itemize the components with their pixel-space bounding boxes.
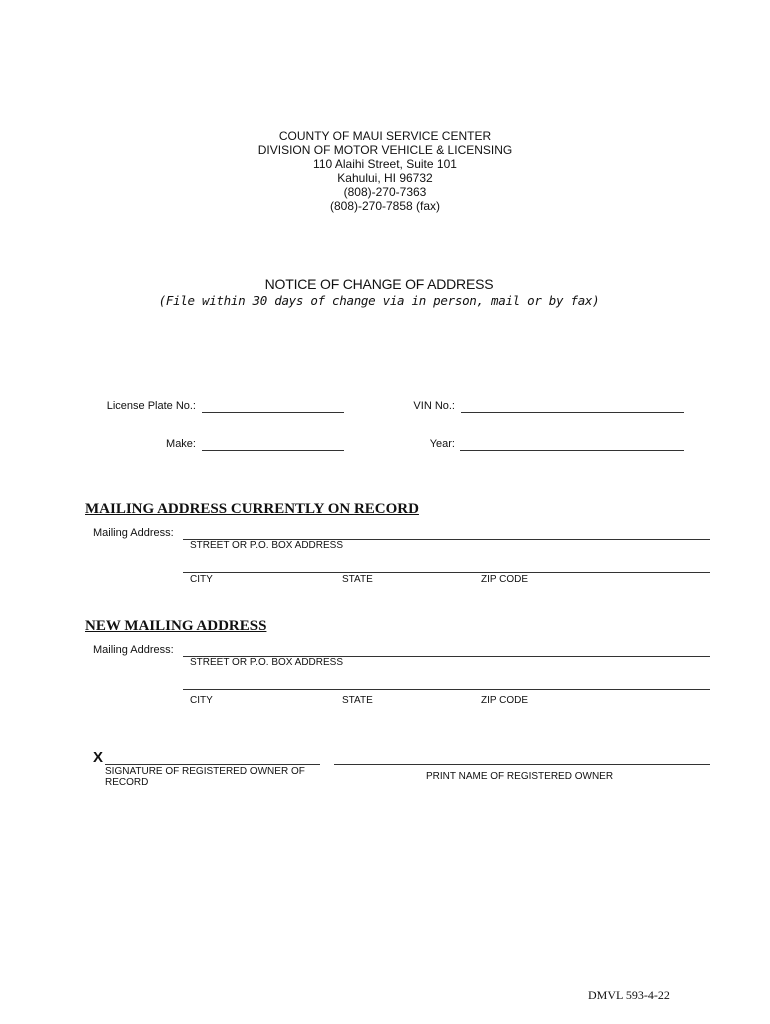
vin-field[interactable] <box>461 412 684 413</box>
new-address-heading: NEW MAILING ADDRESS <box>85 618 267 634</box>
office-city: Kahului, HI 96732 <box>337 171 433 185</box>
current-street-caption: STREET OR P.O. BOX ADDRESS <box>190 540 344 551</box>
make-field[interactable] <box>202 450 344 451</box>
new-state-caption: STATE <box>342 695 373 706</box>
current-zip-caption: ZIP CODE <box>481 574 529 585</box>
form-subtitle: (File within 30 days of change via in person, mail or by fax) <box>158 293 600 308</box>
license-plate-label: License Plate No.: <box>106 400 196 412</box>
signature-x-mark: X <box>93 749 104 766</box>
new-street-caption: STREET OR P.O. BOX ADDRESS <box>190 657 344 668</box>
new-city-state-zip-field[interactable] <box>183 689 710 690</box>
current-city-caption: CITY <box>190 574 213 585</box>
office-street: 110 Alaihi Street, Suite 101 <box>313 157 457 171</box>
year-label: Year: <box>429 438 455 450</box>
print-name-caption: PRINT NAME OF REGISTERED OWNER <box>426 771 614 782</box>
license-plate-field[interactable] <box>202 412 344 413</box>
signature-caption: SIGNATURE OF REGISTERED OWNER OF RECORD <box>105 766 305 788</box>
current-state-caption: STATE <box>342 574 373 585</box>
new-zip-caption: ZIP CODE <box>481 695 529 706</box>
form-number: DMVL 593-4-22 <box>588 988 670 1002</box>
year-field[interactable] <box>460 450 684 451</box>
office-fax: (808)-270-7858 (fax) <box>329 199 441 213</box>
current-city-state-zip-field[interactable] <box>183 572 710 573</box>
office-phone: (808)-270-7363 <box>343 185 427 199</box>
current-mailing-label: Mailing Address: <box>93 527 174 539</box>
print-name-field[interactable] <box>334 764 710 765</box>
form-title: NOTICE OF CHANGE OF ADDRESS <box>264 276 494 292</box>
new-mailing-label: Mailing Address: <box>93 644 174 656</box>
make-label: Make: <box>166 438 196 450</box>
signature-field[interactable] <box>105 764 320 765</box>
office-name: COUNTY OF MAUI SERVICE CENTER <box>278 129 492 143</box>
office-header <box>0 129 770 213</box>
office-division: DIVISION OF MOTOR VEHICLE & LICENSING <box>257 143 513 157</box>
vin-label: VIN No.: <box>413 400 455 412</box>
current-address-heading: MAILING ADDRESS CURRENTLY ON RECORD <box>85 501 419 517</box>
new-city-caption: CITY <box>190 695 213 706</box>
